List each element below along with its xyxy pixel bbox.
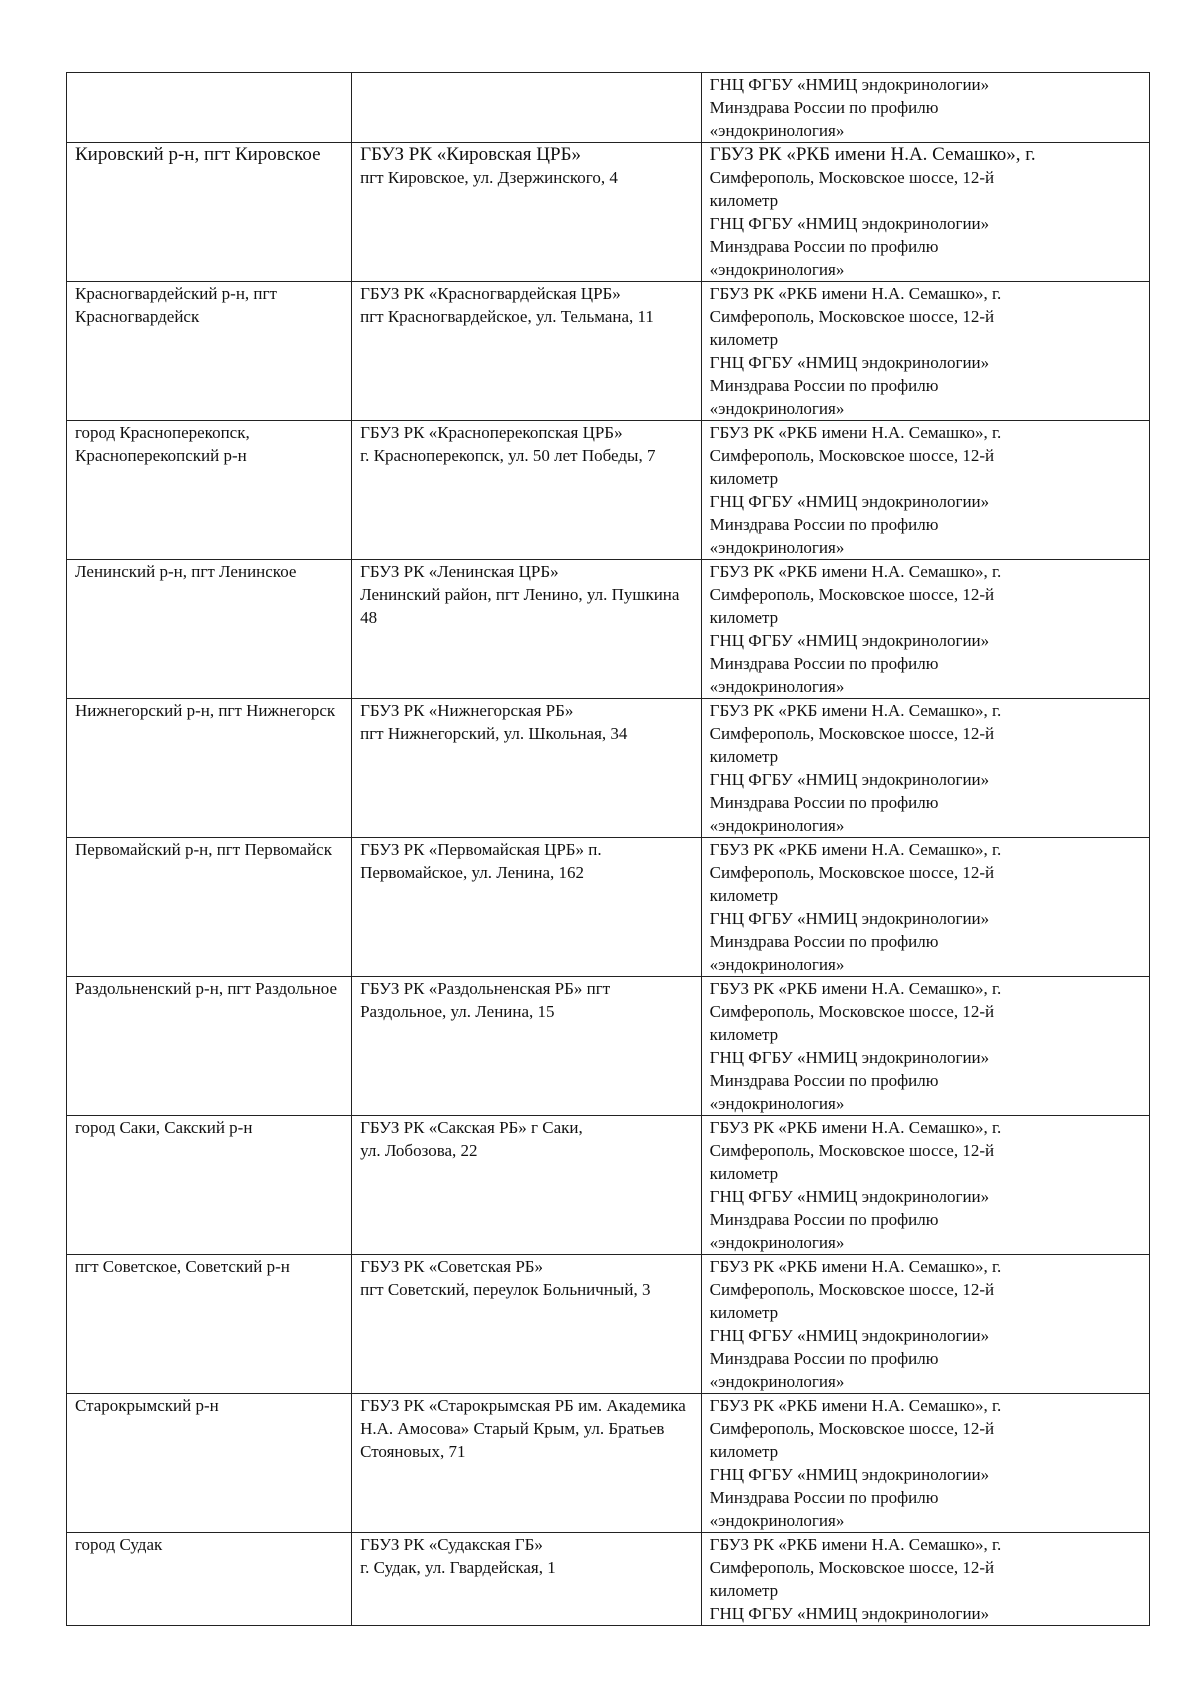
district-cell	[67, 838, 352, 977]
institution-name: ГБУЗ РК «Раздольненская РБ» пгт Раздольное, ул. Ленина, 15	[360, 979, 611, 1021]
institution-address: Ленинский район, пгт Ленино, ул. Пушкина 48	[360, 585, 680, 627]
destination-line: километр	[709, 1164, 779, 1183]
district-name: Красногвардейский р-н, пгт Красногвардейск	[75, 284, 277, 326]
institution-cell	[352, 73, 702, 143]
institution-cell	[352, 282, 702, 421]
destination-line: Симферополь, Московское шоссе, 12-й	[709, 1280, 995, 1299]
destination-line: ГНЦ ФГБУ «НМИЦ эндокринологии»	[709, 770, 990, 789]
institution-name: ГБУЗ РК «Красноперекопская ЦРБ»	[360, 423, 623, 442]
destination-line: «эндокринология»	[709, 538, 845, 557]
table-row	[67, 143, 1150, 282]
institution-address: пгт Кировское, ул. Дзержинского, 4	[360, 168, 618, 187]
destination-cell	[701, 1255, 1149, 1394]
institution-name: ГБУЗ РК «Нижнегорская РБ»	[360, 701, 574, 720]
destination-cell	[701, 282, 1149, 421]
destination-line: Симферополь, Московское шоссе, 12-й	[709, 307, 995, 326]
institution-address: ул. Лобозова, 22	[360, 1141, 478, 1160]
district-cell	[67, 143, 352, 282]
table-row	[67, 1255, 1150, 1394]
institution-name: ГБУЗ РК «Кировская ЦРБ»	[360, 144, 581, 165]
district-cell	[67, 977, 352, 1116]
institution-cell	[352, 560, 702, 699]
destination-cell	[701, 73, 1149, 143]
destination-line: ГНЦ ФГБУ «НМИЦ эндокринологии»	[709, 1187, 990, 1206]
institution-cell	[352, 1116, 702, 1255]
destination-cell	[701, 1533, 1149, 1626]
destination-line: Симферополь, Московское шоссе, 12-й	[709, 724, 995, 743]
district-cell	[67, 699, 352, 838]
destination-line: Минздрава России по профилю	[709, 793, 939, 812]
institution-cell	[352, 1255, 702, 1394]
district-name: Кировский р-н, пгт Кировское	[75, 144, 321, 165]
destination-line: ГБУЗ РК «РКБ имени Н.А. Семашко», г.	[709, 1396, 1002, 1415]
district-name: Нижнегорский р-н, пгт Нижнегорск	[75, 701, 336, 720]
institution-cell	[352, 421, 702, 560]
destination-line: «эндокринология»	[709, 816, 845, 835]
institution-name: ГБУЗ РК «Старокрымская РБ им. Академика Н.А. Амосова» Старый Крым, ул. Братьев Стояновых, 71	[360, 1396, 686, 1461]
destination-line: километр	[709, 1442, 779, 1461]
district-cell	[67, 282, 352, 421]
district-cell	[67, 1394, 352, 1533]
destination-line: Минздрава России по профилю	[709, 1210, 939, 1229]
table-row	[67, 1533, 1150, 1626]
destination-line: «эндокринология»	[709, 1094, 845, 1113]
institution-cell	[352, 699, 702, 838]
destination-line: Минздрава России по профилю	[709, 1488, 939, 1507]
table-row	[67, 1116, 1150, 1255]
institution-cell	[352, 838, 702, 977]
destination-cell	[701, 143, 1149, 282]
destination-line: ГНЦ ФГБУ «НМИЦ эндокринологии»	[709, 1048, 990, 1067]
destination-line: Симферополь, Московское шоссе, 12-й	[709, 585, 995, 604]
destination-line: ГНЦ ФГБУ «НМИЦ эндокринологии»	[709, 631, 990, 650]
destination-line: Симферополь, Московское шоссе, 12-й	[709, 863, 995, 882]
destination-line: Симферополь, Московское шоссе, 12-й	[709, 1419, 995, 1438]
institution-cell	[352, 1394, 702, 1533]
institution-address: г. Красноперекопск, ул. 50 лет Победы, 7	[360, 446, 656, 465]
district-name: Первомайский р-н, пгт Первомайск	[75, 840, 332, 859]
district-name: город Судак	[75, 1535, 163, 1554]
table-row	[67, 560, 1150, 699]
destination-cell	[701, 1116, 1149, 1255]
destination-line: ГБУЗ РК «РКБ имени Н.А. Семашко», г.	[709, 1257, 1002, 1276]
district-name: пгт Советское, Советский р-н	[75, 1257, 290, 1276]
destination-line: «эндокринология»	[709, 677, 845, 696]
institution-name: ГБУЗ РК «Советская РБ»	[360, 1257, 544, 1276]
institution-name: ГБУЗ РК «Судакская ГБ»	[360, 1535, 543, 1554]
destination-line: километр	[709, 1581, 779, 1600]
table-row	[67, 699, 1150, 838]
table-row	[67, 1394, 1150, 1533]
destination-line: Симферополь, Московское шоссе, 12-й	[709, 446, 995, 465]
destination-line: километр	[709, 886, 779, 905]
district-cell	[67, 73, 352, 143]
table-row	[67, 977, 1150, 1116]
institution-cell	[352, 1533, 702, 1626]
destination-line: ГБУЗ РК «РКБ имени Н.А. Семашко», г.	[709, 701, 1002, 720]
destination-line: ГБУЗ РК «РКБ имени Н.А. Семашко», г.	[709, 144, 1036, 165]
destination-line: ГНЦ ФГБУ «НМИЦ эндокринологии»	[709, 214, 990, 233]
destination-cell	[701, 560, 1149, 699]
district-cell	[67, 1255, 352, 1394]
district-cell	[67, 421, 352, 560]
institution-address: пгт Советский, переулок Больничный, 3	[360, 1280, 651, 1299]
destination-cell	[701, 977, 1149, 1116]
institution-address: г. Судак, ул. Гвардейская, 1	[360, 1558, 556, 1577]
destination-line: километр	[709, 1025, 779, 1044]
destination-cell	[701, 838, 1149, 977]
routing-table	[66, 72, 1150, 1626]
district-name: город Красноперекопск, Красноперекопский р-н	[75, 423, 250, 465]
destination-line: «эндокринология»	[709, 1233, 845, 1252]
destination-line: ГНЦ ФГБУ «НМИЦ эндокринологии»	[709, 1326, 990, 1345]
destination-line: ГБУЗ РК «РКБ имени Н.А. Семашко», г.	[709, 1118, 1002, 1137]
district-name: город Саки, Сакский р-н	[75, 1118, 253, 1137]
destination-line: ГБУЗ РК «РКБ имени Н.А. Семашко», г.	[709, 284, 1002, 303]
destination-line: «эндокринология»	[709, 399, 845, 418]
destination-line: Минздрава России по профилю	[709, 932, 939, 951]
destination-cell	[701, 1394, 1149, 1533]
table-row	[67, 282, 1150, 421]
institution-cell	[352, 143, 702, 282]
destination-line: километр	[709, 330, 779, 349]
destination-line: Минздрава России по профилю	[709, 1071, 939, 1090]
destination-line: Минздрава России по профилю	[709, 654, 939, 673]
destination-line: километр	[709, 608, 779, 627]
institution-name: ГБУЗ РК «Сакская РБ» г Саки,	[360, 1118, 583, 1137]
destination-line: ГНЦ ФГБУ «НМИЦ эндокринологии»	[709, 1604, 990, 1623]
destination-line: километр	[709, 747, 779, 766]
destination-line: Минздрава России по профилю	[709, 1349, 939, 1368]
destination-line: ГБУЗ РК «РКБ имени Н.А. Семашко», г.	[709, 840, 1002, 859]
destination-line: километр	[709, 469, 779, 488]
district-name: Старокрымский р-н	[75, 1396, 219, 1415]
table-row	[67, 838, 1150, 977]
district-name: Раздольненский р-н, пгт Раздольное	[75, 979, 337, 998]
district-cell	[67, 560, 352, 699]
destination-line: Минздрава России по профилю	[709, 98, 939, 117]
destination-line: ГНЦ ФГБУ «НМИЦ эндокринологии»	[709, 909, 990, 928]
district-name: Ленинский р-н, пгт Ленинское	[75, 562, 297, 581]
destination-cell	[701, 421, 1149, 560]
destination-line: ГБУЗ РК «РКБ имени Н.А. Семашко», г.	[709, 1535, 1002, 1554]
table-row	[67, 73, 1150, 143]
destination-line: Симферополь, Московское шоссе, 12-й	[709, 168, 995, 187]
district-cell	[67, 1116, 352, 1255]
destination-line: ГБУЗ РК «РКБ имени Н.А. Семашко», г.	[709, 562, 1002, 581]
destination-line: ГБУЗ РК «РКБ имени Н.А. Семашко», г.	[709, 423, 1002, 442]
destination-line: ГНЦ ФГБУ «НМИЦ эндокринологии»	[709, 75, 990, 94]
destination-line: километр	[709, 191, 779, 210]
routing-table-body	[67, 73, 1150, 1626]
institution-name: ГБУЗ РК «Ленинская ЦРБ»	[360, 562, 559, 581]
destination-line: километр	[709, 1303, 779, 1322]
table-row	[67, 421, 1150, 560]
district-cell	[67, 1533, 352, 1626]
destination-line: Минздрава России по профилю	[709, 237, 939, 256]
destination-line: «эндокринология»	[709, 955, 845, 974]
destination-line: «эндокринология»	[709, 1511, 845, 1530]
institution-name: ГБУЗ РК «Красногвардейская ЦРБ»	[360, 284, 621, 303]
destination-line: Минздрава России по профилю	[709, 515, 939, 534]
destination-line: Минздрава России по профилю	[709, 376, 939, 395]
institution-cell	[352, 977, 702, 1116]
institution-name: ГБУЗ РК «Первомайская ЦРБ» п. Первомайское, ул. Ленина, 162	[360, 840, 602, 882]
destination-line: Симферополь, Московское шоссе, 12-й	[709, 1002, 995, 1021]
destination-line: «эндокринология»	[709, 121, 845, 140]
destination-line: ГНЦ ФГБУ «НМИЦ эндокринологии»	[709, 1465, 990, 1484]
destination-line: ГНЦ ФГБУ «НМИЦ эндокринологии»	[709, 353, 990, 372]
destination-line: Симферополь, Московское шоссе, 12-й	[709, 1141, 995, 1160]
destination-line: Симферополь, Московское шоссе, 12-й	[709, 1558, 995, 1577]
destination-line: ГНЦ ФГБУ «НМИЦ эндокринологии»	[709, 492, 990, 511]
destination-line: ГБУЗ РК «РКБ имени Н.А. Семашко», г.	[709, 979, 1002, 998]
institution-address: пгт Красногвардейское, ул. Тельмана, 11	[360, 307, 654, 326]
destination-line: «эндокринология»	[709, 1372, 845, 1391]
institution-address: пгт Нижнегорский, ул. Школьная, 34	[360, 724, 628, 743]
destination-cell	[701, 699, 1149, 838]
destination-line: «эндокринология»	[709, 260, 845, 279]
